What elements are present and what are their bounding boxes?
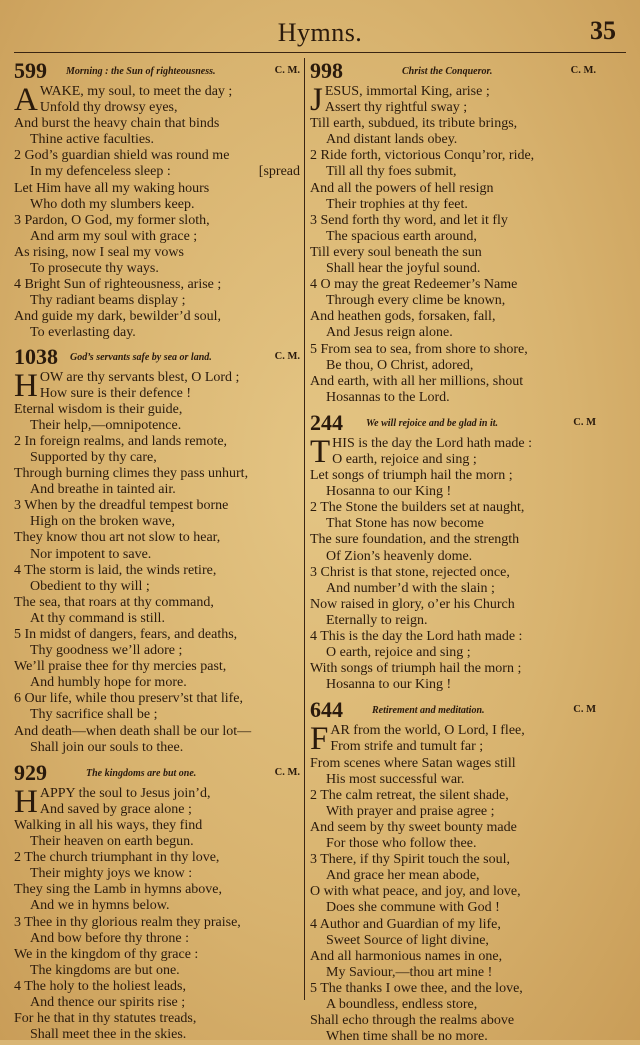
verse-line: 2 God’s guardian shield was round me [14,148,230,164]
hymn-meter: C. M. [274,65,300,76]
verse-line: And arm my soul with grace ; [30,228,198,244]
verse-line: 4 This is the day the Lord hath made : [310,629,523,644]
verse-line: A boundless, endless store, [326,996,478,1012]
verse-line: Till every soul beneath the sun [310,244,482,260]
stanza-1 [14,367,304,404]
verse-line: And breathe in tainted air. [30,482,176,498]
verse-line: 2 The calm retreat, the silent shade, [310,787,509,803]
verse-line: And number’d with the slain ; [326,580,495,596]
verse-line: And Jesus reign alone. [326,325,453,341]
hymn-header [310,409,600,436]
hymn-title: Morning : the Sun of righteousness. [66,66,216,77]
verse-line: From scenes where Satan wages still [310,755,516,771]
verse-line: Supported by thy care, [30,449,157,465]
verse-line: Let Him have all my waking hours [14,180,210,196]
verse-line: Thy radiant beams display ; [30,293,186,309]
hymn-number: 929 [14,759,47,785]
verse-line: 4 The holy to the holiest leads, [14,978,186,994]
verse-line: 2 In foreign realms, and lands remote, [14,433,228,449]
verse-line: From strife and tumult far ; [330,739,484,755]
verse-line: Obedient to thy will ; [30,578,150,594]
hymn-meter: C. M. [274,350,300,362]
hymn-998 [310,60,600,406]
verse-line: Unfold thy drowsy eyes, [39,100,178,116]
verse-line: Does she commune with God ! [326,900,500,916]
verse-line: Walking in all his ways, they find [14,817,203,833]
hymn-header [14,759,304,786]
verse-line: High on the broken wave, [30,514,176,530]
hymn-meter: C. M. [570,65,596,76]
hymn-title: We will rejoice and be glad in it. [366,417,499,429]
verse-line: They know thou art not slow to hear, [14,530,221,546]
verse-line: Now raised in glory, o’er his Church [310,596,515,612]
hymn-title: God’s servants safe by sea or land. [70,351,212,363]
hymn-644 [310,699,600,1045]
stanza-1 [14,783,304,820]
drop-cap: H [14,367,38,404]
hymn-header [14,343,304,370]
verse-line: Eternally to reign. [326,612,428,628]
verse-line: His most successful war. [326,771,465,787]
verse-line: The kingdoms are but one. [30,962,180,978]
hymn-number: 599 [14,58,47,83]
verse-line: Their mighty joys we know : [30,866,193,882]
verse-line: Shall hear the joyful sound. [326,261,481,277]
verse-line: WAKE, my soul, to meet the day ; [39,84,233,99]
hymn-title: Retirement and meditation. [372,705,485,717]
drop-cap: T [310,433,331,470]
verse-line: We’ll praise thee for thy mercies past, [14,659,227,675]
verse-line: OW are thy servants blest, O Lord ; [39,369,240,385]
drop-cap: F [310,721,329,758]
page-header [0,14,640,54]
verse-line: Thine active faculties. [30,132,154,148]
verse-line: Shall join our souls to thee. [30,739,184,755]
verse-line: Thy goodness we’ll adore ; [30,643,183,659]
right-column [310,58,600,1045]
verse-line: 3 Pardon, O God, my former sloth, [14,212,210,228]
verse-line: 3 Christ is that stone, rejected once, [310,564,510,580]
verse-line: They sing the Lamb in hymns above, [14,882,223,898]
verse-line: Nor impotent to save. [30,546,152,562]
verse-line: Through burning climes they pass unhurt, [14,466,249,482]
verse-line: And earth, with all her millions, shout [310,373,524,389]
hymn-meter: C. M. [274,766,300,778]
verse-line: 3 When by the dreadful tempest borne [14,498,229,514]
verse-line: Sweet Source of light divine, [326,932,489,948]
verse-line: Hosanna to our King ! [326,484,452,500]
verse-line: And burst the heavy chain that binds [14,116,220,132]
verse-line: We in the kingdom of thy grace : [14,946,199,962]
hymn-1038 [14,343,304,756]
verse-line: Till all thy foes submit, [326,164,457,180]
verse-line: Till earth, subdued, its tribute brings, [310,116,518,132]
verse-line: O earth, rejoice and sing ; [326,645,471,661]
drop-cap: J [310,82,323,118]
verse-line: Their trophies at thy feet. [326,196,468,212]
hymn-header [14,60,304,84]
verse-line: To everlasting day. [30,325,136,341]
verse-line: Through every clime be known, [326,293,506,309]
verse-line: To prosecute thy ways. [30,261,159,277]
verse-line: Of Zion’s heavenly dome. [326,548,473,564]
verse-line: With songs of triumph hail the morn ; [310,661,522,677]
verse-line: For he that in thy statutes treads, [14,1011,197,1027]
verse-line: 3 Send forth thy word, and let it fly [310,212,508,228]
verse-line: At thy command is still. [30,610,165,626]
verse-line: And we in hymns below. [30,898,170,914]
verse-line: 3 There, if thy Spirit touch the soul, [310,852,510,868]
hymn-929 [14,759,304,1044]
verse-line: 5 The thanks I owe thee, and the love, [310,980,523,996]
left-column [14,58,304,1043]
verse-line: O with what peace, and joy, and love, [310,884,521,900]
verse-line: 2 The church triumphant in thy love, [14,850,220,866]
hymn-header [310,699,600,723]
hymn-number: 644 [310,697,343,723]
verse-line: And humbly hope for more. [30,675,187,691]
verse-line: O earth, rejoice and sing ; [332,451,477,467]
hymn-number: 1038 [14,343,58,369]
hymn-title: The kingdoms are but one. [86,767,197,779]
hymn-number: 244 [310,409,343,435]
drop-cap: H [14,783,38,820]
verse-line: And distant lands obey. [326,132,458,148]
verse-line: Their heaven on earth begun. [30,834,194,850]
verse-line: APPY the soul to Jesus join’d, [39,785,211,801]
verse-line: Hosannas to the Lord. [326,389,450,405]
verse-line: And all the powers of hell resign [310,180,494,196]
hymn-title: Christ the Conqueror. [402,66,493,77]
page-title: Hymns. [277,18,363,47]
verse-line: 4 O may the great Redeemer’s Name [310,277,518,293]
verse-line: And guide my dark, bewilder’d soul, [14,309,221,325]
verse-line: Let songs of triumph hail the morn ; [310,468,513,484]
verse-line: Their help,—omnipotence. [30,417,182,433]
verse-line: AR from the world, O Lord, I flee, [330,723,525,739]
hymn-599 [14,60,304,342]
verse-line: 5 From sea to sea, from shore to shore, [310,341,528,357]
hymn-number: 998 [310,58,343,83]
header-rule [14,52,626,53]
verse-line: 6 Our life, while thou preserv’st that life, [14,691,243,707]
stanza-1 [310,721,600,758]
hymn-header [310,60,600,84]
verse-line: 2 The Stone the builders set at naught, [310,500,525,516]
verse-line: And heathen gods, forsaken, fall, [310,309,496,325]
hymn-meter: C. M [573,704,596,716]
verse-line: And all harmonious names in one, [310,948,503,964]
verse-line: And thence our spirits rise ; [30,994,186,1010]
verse-text: In my defenceless sleep : [30,164,171,180]
verse-line [14,164,304,180]
verse-line: And saved by grace alone ; [39,801,192,817]
verse-line: Hosanna to our King ! [326,677,452,693]
verse-line: HIS is the day the Lord hath made : [332,435,533,451]
verse-line: 5 In midst of dangers, fears, and deaths, [14,627,238,642]
verse-line: As rising, now I seal my vows [14,244,184,260]
verse-line: That Stone has now become [326,516,484,532]
verse-line: The sea, that roars at thy command, [14,594,214,610]
verse-line: 4 Author and Guardian of my life, [310,916,501,932]
verse-line: And grace her mean abode, [326,868,480,884]
stanza-1 [310,433,600,470]
stanza-1 [310,84,600,116]
verse-line: With prayer and praise agree ; [326,803,495,819]
verse-line: Be thou, O Christ, adored, [326,357,474,373]
verse-line: And bow before thy throne : [30,930,190,946]
verse-line: The sure foundation, and the strength [310,532,520,548]
verse-line: 2 Ride forth, victorious Conqu’ror, ride, [310,148,535,164]
verse-line: When time shall be no more. [326,1029,488,1045]
verse-text: [spread [258,164,300,180]
verse-line: How sure is their defence ! [39,385,192,401]
verse-line: Assert thy rightful sway ; [324,100,468,116]
verse-line: My Saviour,—thou art mine ! [326,964,493,980]
verse-line: 4 The storm is laid, the winds retire, [14,562,217,578]
verse-line: Shall meet thee in the skies. [30,1027,187,1043]
verse-line: 4 Bright Sun of righteousness, arise ; [14,277,222,293]
verse-line: Who doth my slumbers keep. [30,196,195,212]
column-divider [304,58,305,1000]
verse-line: And death—when death shall be our lot— [14,723,252,739]
verse-line: For those who follow thee. [326,836,477,852]
hymn-meter: C. M [573,416,596,428]
verse-line: The spacious earth around, [326,228,477,244]
verse-line: And seem by thy sweet bounty made [310,819,517,835]
drop-cap: A [14,82,38,118]
stanza-1 [14,84,304,116]
hymn-244 [310,409,600,694]
verse-line: Eternal wisdom is their guide, [14,401,183,417]
verse-line: 3 Thee in thy glorious realm they praise, [14,914,241,930]
verse-line: Shall echo through the realms above [310,1013,515,1029]
page-number: 35 [590,16,616,45]
verse-line: ESUS, immortal King, arise ; [324,84,490,99]
verse-line: Thy sacrifice shall be ; [30,707,158,723]
